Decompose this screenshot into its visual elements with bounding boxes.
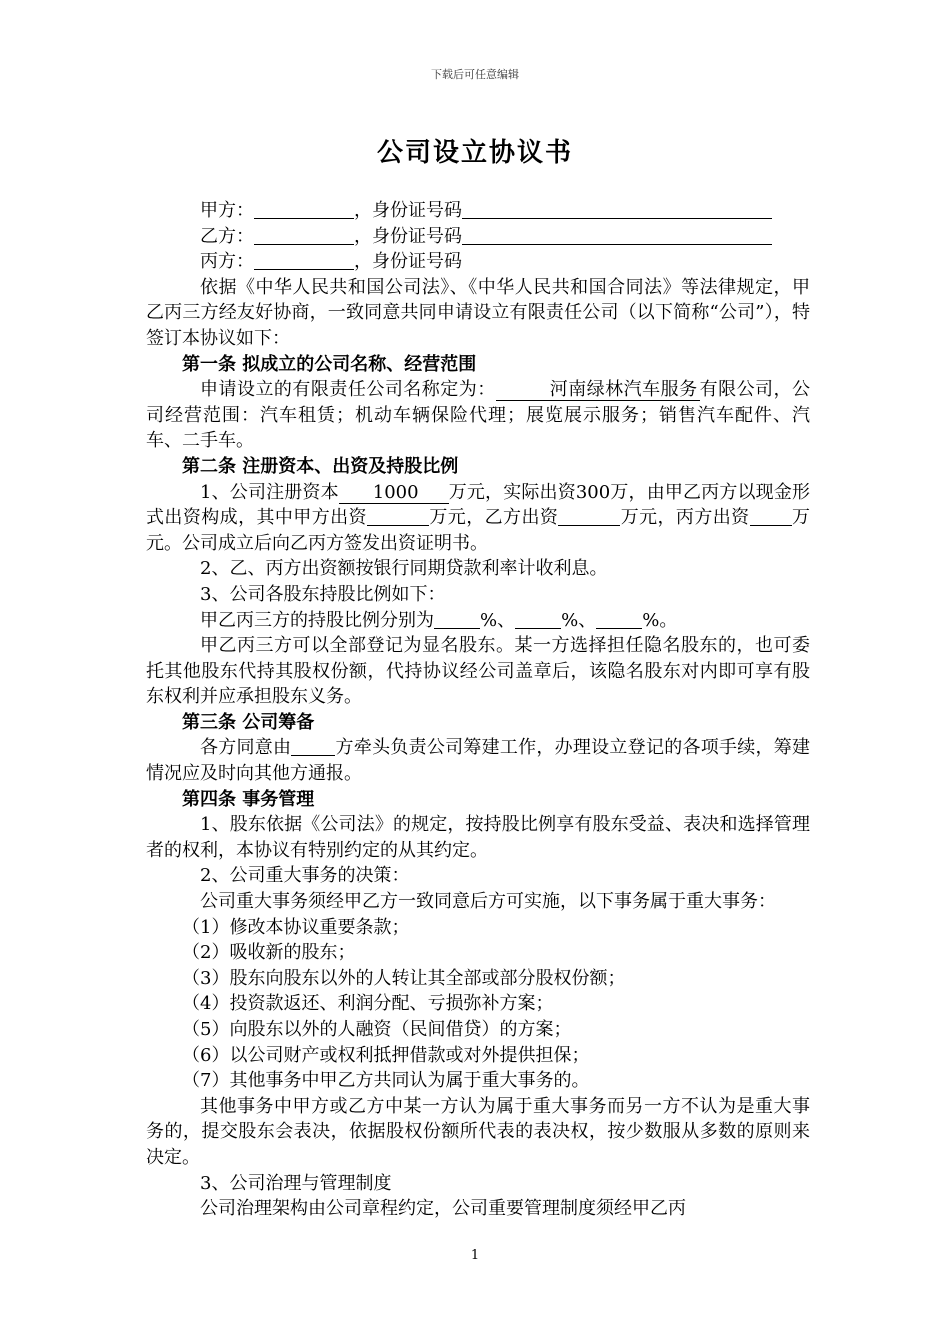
separator: 、 xyxy=(497,609,516,631)
party-jia-label: 甲方： xyxy=(200,200,254,221)
bing-capital-blank xyxy=(750,507,792,526)
article2-p1-e: 万元。公司成立后向乙丙方签发出资证明书。 xyxy=(146,507,811,554)
article3-heading: 第三条 公司筹备 xyxy=(182,711,315,733)
jia-capital-blank xyxy=(367,507,429,526)
company-name-fill: 河南绿林汽车服务 xyxy=(496,379,700,401)
registered-capital-fill: 1000 xyxy=(339,482,449,504)
page-number: 1 xyxy=(470,1248,480,1263)
end-mark: 。 xyxy=(659,609,678,631)
article2-p4 xyxy=(146,608,810,634)
article4-p5: 3、公司治理与管理制度 xyxy=(200,1172,392,1194)
party-jia-id-label: ，身份证号码 xyxy=(354,200,462,221)
article2-heading: 第二条 注册资本、出资及持股比例 xyxy=(182,455,459,477)
article2-p1 xyxy=(146,480,810,557)
article2-p1-d: 万元，丙方出资 xyxy=(620,507,750,529)
party-jia-id-blank xyxy=(462,200,772,219)
yi-ratio-blank xyxy=(515,610,561,629)
party-jia-name-blank xyxy=(254,200,354,219)
jia-ratio-blank xyxy=(434,610,480,629)
lead-party-blank xyxy=(291,737,335,756)
pct-sign: % xyxy=(561,609,579,631)
bing-ratio-blank xyxy=(596,610,642,629)
article2-p1-c: 万元，乙方出资 xyxy=(428,507,559,529)
article4-p4: 其他事务中甲方或乙方中某一方认为属于重大事务而另一方不认为是重大事务的，提交股东会表决，依据股权份额所代表的表决权，按少数服从多数的原则来决定。 xyxy=(146,1095,810,1168)
article2-p1-b: 万元，实际出资300万，由甲乙丙方以现金形式出资构成，其中甲方出资 xyxy=(146,481,810,529)
party-bing-line xyxy=(146,249,810,275)
separator: 、 xyxy=(578,609,597,631)
header-note: 下载后可任意编辑 xyxy=(431,68,519,81)
party-yi-name-blank xyxy=(254,226,354,245)
article1-heading: 第一条 拟成立的公司名称、经营范围 xyxy=(182,353,477,375)
list-item: （7）其他事务中甲乙方共同认为属于重大事务的。 xyxy=(182,1070,590,1092)
document-title: 公司设立协议书 xyxy=(376,138,573,168)
article1-text-after: 有限公司，公司经营范围：汽车租赁；机动车辆保险代理；展览展示服务；销售汽车配件、汽车、二手车。 xyxy=(146,379,811,452)
article3-p1 xyxy=(146,735,810,786)
article4-p6: 公司治理架构由公司章程约定，公司重要管理制度须经甲乙丙 xyxy=(200,1198,686,1220)
list-item: （4）投资款返还、利润分配、亏损弥补方案； xyxy=(182,993,554,1015)
party-yi-line xyxy=(146,224,810,250)
article2-p1-a: 1、公司注册资本 xyxy=(200,481,339,503)
party-bing-label: 丙方： xyxy=(200,251,254,273)
article4-p3: 公司重大事务须经甲乙方一致同意后方可实施，以下事务属于重大事务： xyxy=(200,891,776,913)
party-yi-label: 乙方： xyxy=(200,225,254,247)
list-item: （3）股东向股东以外的人转让其全部或部分股权份额； xyxy=(182,967,626,989)
article3-p1-b: 方牵头负责公司筹建工作，办理设立登记的各项手续，筹建情况应及时向其他方通报。 xyxy=(146,737,811,785)
article1-text-before: 申请设立的有限责任公司名称定为： xyxy=(200,379,496,401)
document-body xyxy=(146,198,810,1222)
party-bing-name-blank xyxy=(254,251,354,270)
list-item: （2）吸收新的股东； xyxy=(182,942,356,964)
yi-capital-blank xyxy=(558,507,620,526)
party-yi-id-label: ，身份证号码 xyxy=(354,225,462,247)
article2-p4-a: 甲乙丙三方的持股比例分别为 xyxy=(200,609,434,631)
intro-paragraph: 依据《中华人民共和国公司法》、《中华人民共和国合同法》等法律规定，甲乙丙三方经友好协商，一致同意共同申请设立有限责任公司（以下简称“公司”），特签订本协议如下： xyxy=(146,276,810,349)
party-yi-id-blank xyxy=(462,226,772,245)
list-item: （6）以公司财产或权利抵押借款或对外提供担保； xyxy=(182,1044,590,1066)
pct-sign: % xyxy=(642,609,660,631)
party-jia-line xyxy=(146,198,810,224)
article4-p2: 2、公司重大事务的决策： xyxy=(200,865,410,887)
article4-heading: 第四条 事务管理 xyxy=(182,788,315,810)
article2-p3: 3、公司各股东持股比例如下： xyxy=(200,583,446,605)
article4-p1: 1、股东依据《公司法》的规定，按持股比例享有股东受益、表决和选择管理者的权利，本协议有特别约定的从其约定。 xyxy=(146,814,810,861)
party-bing-id-label: ，身份证号码 xyxy=(354,251,462,273)
article3-p1-a: 各方同意由 xyxy=(200,737,292,759)
article2-p2: 2、乙、丙方出资额按银行同期贷款利率计收利息。 xyxy=(200,558,608,580)
pct-sign: % xyxy=(480,609,498,631)
list-item: （5）向股东以外的人融资（民间借贷）的方案； xyxy=(182,1019,572,1040)
list-item: （1）修改本协议重要条款； xyxy=(182,916,410,938)
article2-p5: 甲乙丙三方可以全部登记为显名股东。某一方选择担任隐名股东的，也可委托其他股东代持其股权份额，代持协议经公司盖章后，该隐名股东对内即可享有股东权利并应承担股东义务。 xyxy=(146,635,810,708)
article1-paragraph xyxy=(146,377,810,454)
